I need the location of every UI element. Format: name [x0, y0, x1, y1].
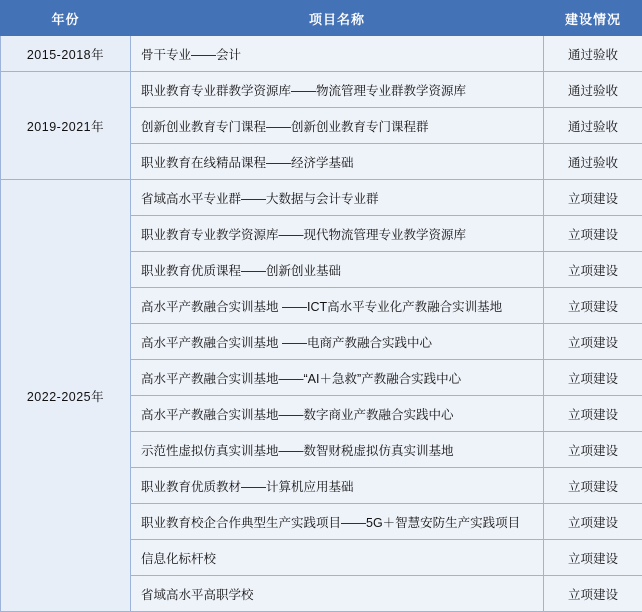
- table-header: [1, 1, 642, 36]
- project-name-cell: 职业教育专业教学资源库——现代物流管理专业教学资源库: [131, 216, 544, 252]
- project-name-cell: 信息化标杆校: [131, 540, 544, 576]
- status-cell: 立项建设: [544, 324, 642, 360]
- status-cell: 立项建设: [544, 504, 642, 540]
- status-cell: 立项建设: [544, 252, 642, 288]
- status-cell: 通过验收: [544, 108, 642, 144]
- status-cell: 立项建设: [544, 360, 642, 396]
- column-header-status: 建设情况: [544, 1, 642, 36]
- table-row: [1, 36, 642, 72]
- table-header-row: [1, 1, 642, 36]
- column-header-name: 项目名称: [131, 1, 544, 36]
- table-body: [1, 36, 642, 612]
- status-cell: 立项建设: [544, 216, 642, 252]
- project-name-cell: 高水平产教融合实训基地——数字商业产教融合实践中心: [131, 396, 544, 432]
- project-name-cell: 示范性虚拟仿真实训基地——数智财税虚拟仿真实训基地: [131, 432, 544, 468]
- table-row: [1, 72, 642, 108]
- project-name-cell: 职业教育优质课程——创新创业基础: [131, 252, 544, 288]
- status-cell: 立项建设: [544, 180, 642, 216]
- status-cell: 立项建设: [544, 432, 642, 468]
- status-cell: 通过验收: [544, 144, 642, 180]
- project-name-cell: 职业教育专业群教学资源库——物流管理专业群教学资源库: [131, 72, 544, 108]
- project-name-cell: 高水平产教融合实训基地 ——ICT高水平专业化产教融合实训基地: [131, 288, 544, 324]
- project-name-cell: 省域高水平高职学校: [131, 576, 544, 612]
- year-cell: 2019-2021年: [1, 72, 131, 180]
- project-name-cell: 高水平产教融合实训基地——“AI＋急救”产教融合实践中心: [131, 360, 544, 396]
- project-name-cell: 高水平产教融合实训基地 ——电商产教融合实践中心: [131, 324, 544, 360]
- status-cell: 立项建设: [544, 540, 642, 576]
- status-cell: 立项建设: [544, 288, 642, 324]
- project-name-cell: 创新创业教育专门课程——创新创业教育专门课程群: [131, 108, 544, 144]
- status-cell: 立项建设: [544, 576, 642, 612]
- project-name-cell: 骨干专业——会计: [131, 36, 544, 72]
- year-cell: 2022-2025年: [1, 180, 131, 612]
- year-cell: 2015-2018年: [1, 36, 131, 72]
- project-name-cell: 省域高水平专业群——大数据与会计专业群: [131, 180, 544, 216]
- status-cell: 通过验收: [544, 36, 642, 72]
- project-name-cell: 职业教育在线精品课程——经济学基础: [131, 144, 544, 180]
- status-cell: 通过验收: [544, 72, 642, 108]
- column-header-year: 年份: [1, 1, 131, 36]
- status-cell: 立项建设: [544, 396, 642, 432]
- table-row: [1, 180, 642, 216]
- project-name-cell: 职业教育校企合作典型生产实践项目——5G＋智慧安防生产实践项目: [131, 504, 544, 540]
- status-cell: 立项建设: [544, 468, 642, 504]
- project-name-cell: 职业教育优质教材——计算机应用基础: [131, 468, 544, 504]
